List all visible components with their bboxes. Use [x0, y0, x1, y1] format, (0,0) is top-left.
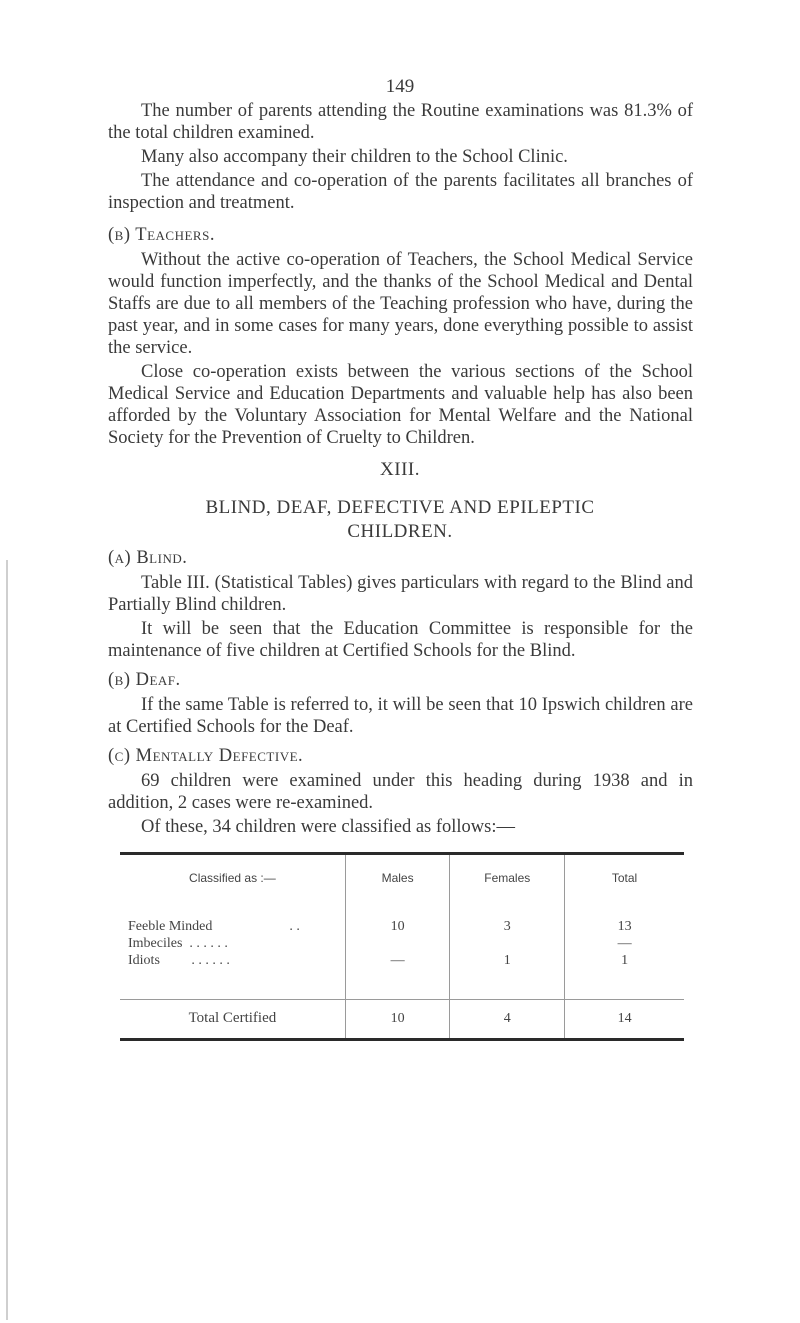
mental-heading: (c) Mentally Defective. — [108, 746, 304, 766]
cell-males: — — [345, 952, 450, 969]
section-number: XIII. — [380, 459, 420, 480]
table-total-row — [120, 999, 684, 1039]
cell-females: 3 — [450, 918, 565, 935]
paragraph-teachers: Without the active co-operation of Teachers, the School Medical Service would function imperfectly, and the thanks of the School Medical and Dental Staffs are due to all members of the Teaching profession who have, during the past year, and in some cases for many years, done everything possible to assist the service. — [108, 250, 693, 358]
cell-males: 10 — [345, 918, 450, 935]
table-row — [120, 952, 684, 969]
table-row — [120, 918, 684, 935]
total-females: 4 — [450, 999, 565, 1039]
page-number: 149 — [385, 76, 415, 97]
total-males: 10 — [345, 999, 450, 1039]
header-males: Males — [345, 854, 450, 902]
table-row — [120, 935, 684, 952]
cell-males — [345, 935, 450, 952]
header-classified: Classified as :— — [120, 854, 345, 902]
paragraph-deaf: If the same Table is referred to, it will be seen that 10 Ipswich children are at Certified Schools for the Deaf. — [108, 695, 693, 737]
row-label: Feeble Minded . . — [128, 918, 300, 934]
table-header-row — [120, 854, 684, 902]
teachers-heading: (b) Teachers. — [108, 225, 215, 245]
total-label: Total Certified — [120, 999, 345, 1039]
classification-table — [120, 852, 684, 1041]
total-total: 14 — [565, 999, 684, 1039]
paragraph-blind-maintenance: It will be seen that the Education Committee is responsible for the maintenance of five children at Certified Schools for the Blind. — [108, 619, 693, 661]
cell-total: — — [565, 935, 684, 952]
cell-total: 13 — [565, 918, 684, 935]
blind-heading: (a) Blind. — [108, 548, 188, 568]
section-title: BLIND, DEAF, DEFECTIVE AND EPILEPTIC — [205, 497, 595, 518]
section-title-line2: CHILDREN. — [347, 521, 453, 542]
cell-total: 1 — [565, 952, 684, 969]
paragraph-cooperation: Close co-operation exists between the various sections of the School Medical Service and Education Departments and valuable help has also been afforded by the Voluntary Association for Mental Welfare and the National Society for the Prevention of Cruelty to Children. — [108, 362, 693, 448]
paragraph-mental-classified: Of these, 34 children were classified as follows:— — [141, 817, 516, 837]
row-label: Imbeciles . . . . . . — [128, 935, 228, 951]
paragraph-blind-table: Table III. (Statistical Tables) gives particulars with regard to the Blind and Partially Blind children. — [108, 573, 693, 615]
paragraph-school-clinic: Many also accompany their children to the School Clinic. — [141, 147, 568, 167]
paragraph-parents-attendance: The number of parents attending the Routine examinations was 81.3% of the total children examined. — [108, 101, 693, 143]
header-total: Total — [565, 854, 684, 902]
paragraph-mental-examined: 69 children were examined under this heading during 1938 and in addition, 2 cases were re-examined. — [108, 771, 693, 813]
paragraph-attendance-cooperation: The attendance and co-operation of the parents facilitates all branches of inspection and treatment. — [108, 171, 693, 213]
row-label: Idiots . . . . . . — [128, 952, 230, 968]
deaf-heading: (b) Deaf. — [108, 670, 181, 690]
cell-females: 1 — [450, 952, 565, 969]
cell-females — [450, 935, 565, 952]
header-females: Females — [450, 854, 565, 902]
margin-line — [6, 560, 8, 1320]
